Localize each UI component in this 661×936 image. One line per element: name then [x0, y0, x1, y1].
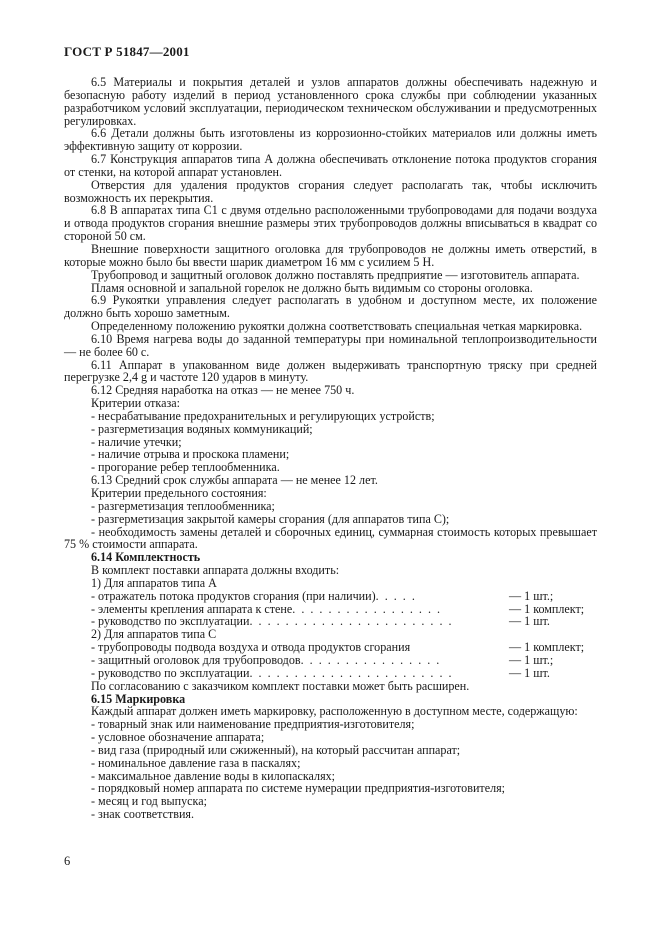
paragraph-flame: Пламя основной и запальной горелок не должно быть видимым со стороны оголовка. — [91, 280, 533, 295]
kit-intro: В комплект поставки аппарата должны входить: — [91, 563, 340, 578]
limit-state-criterion: - необходимость замены деталей и сборочных единиц, суммарная стоимость которых превышает 75 % стоимости аппарата. — [64, 524, 597, 552]
limit-state-heading: Критерии предельного состояния: — [91, 486, 267, 500]
failure-criterion: - несрабатывание предохранительных и регулирующих устройств; — [91, 408, 435, 423]
paragraph-6-8-text: 6.8 В аппаратах типа С1 с двумя отдельно расположенными трубопроводами для подачи воздуха и отвода продуктов сгорания внешние размеры этих трубопроводов должны вписываться в квадрат со стороной 50 см. — [64, 203, 597, 244]
paragraph-6-11: 6.11 Аппарат в упакованном виде должен выдерживать транспортную тряску при средней перегрузке 2,4 g и частоте 120 ударов в минуту. — [64, 357, 597, 385]
kit-type-a-heading: 1) Для аппаратов типа А — [91, 575, 217, 590]
section-6-15-heading: 6.15 Маркировка — [91, 691, 186, 706]
leader-dots — [410, 641, 509, 654]
leader-dots: . . . . . . . . . . . . . . . . — [300, 653, 441, 667]
paragraph-6-10: 6.10 Время нагрева воды до заданной температуры при номинальной теплопроизводительности — не более 60 с. — [64, 331, 597, 359]
marking-item: - порядковый номер аппарата по системе нумерации предприятия-изготовителя; — [91, 781, 506, 796]
paragraph-openings: Отверстия для удаления продуктов сгорания следует располагать так, чтобы исключить возможность их перекрытия. — [64, 177, 597, 205]
kit-item-name: - элементы крепления аппарата к стене — [91, 601, 293, 616]
paragraph-6-13: 6.13 Средний срок службы аппарата — не менее 12 лет. — [91, 473, 378, 488]
failure-criterion: - наличие отрыва и проскока пламени; — [91, 447, 290, 462]
paragraph-6-8 — [64, 204, 597, 243]
section-6-14-heading: 6.14 Комплектность — [91, 550, 201, 565]
kit-type-c-heading: 2) Для аппаратов типа С — [91, 627, 217, 642]
kit-item-qty: — 1 комплект; — [509, 640, 585, 655]
paragraph-outer-surfaces: Внешние поверхности защитного оголовка для трубопроводов не должны иметь отверстий, в которые можно было бы ввести шарик диаметром 16 мм с усилием 5 Н. — [64, 241, 597, 269]
leader-dots: . . . . . . . . . . . . . . . . . — [292, 602, 442, 616]
paragraph-6-6: 6.6 Детали должны быть изготовлены из коррозионно-стойких материалов или должны иметь эффективную защиту от коррозии. — [64, 126, 597, 154]
paragraph-marking-handle: Определенному положению рукоятки должна соответствовать специальная четкая маркировка. — [91, 319, 583, 334]
kit-item-qty: — 1 шт. — [509, 614, 550, 629]
failure-criteria-heading: Критерии отказа: — [91, 396, 180, 411]
leader-dots: . . . . . — [375, 589, 417, 603]
kit-item-name: - трубопроводы подвода воздуха и отвода продуктов сгорания — [91, 640, 411, 655]
marking-item: - знак соответствия. — [91, 807, 195, 822]
kit-item-name: - отражатель потока продуктов сгорания (при наличии) — [91, 588, 376, 603]
paragraph-pipe-supplier: Трубопровод и защитный оголовок должно поставлять предприятие — изготовитель аппарата. — [91, 267, 580, 282]
kit-type-a-list — [64, 590, 597, 629]
limit-state-criterion: - разгерметизация теплообменника; — [91, 498, 275, 513]
kit-type-c-list — [64, 641, 597, 680]
paragraph-6-12: 6.12 Средняя наработка на отказ — не менее 750 ч. — [91, 383, 355, 398]
kit-item — [64, 590, 597, 603]
marking-item: - максимальное давление воды в килопаскалях; — [91, 768, 336, 783]
marking-intro: Каждый аппарат должен иметь маркировку, расположенную в доступном месте, содержащую: — [91, 704, 578, 719]
kit-item-name: - защитный оголовок для трубопроводов — [91, 652, 301, 667]
kit-item-qty: — 1 шт.; — [509, 652, 554, 667]
kit-item — [64, 654, 597, 667]
paragraph-6-7: 6.7 Конструкция аппаратов типа А должна обеспечивать отклонение потока продуктов сгорания от стенки, на которой аппарат установлен. — [64, 152, 597, 179]
kit-item-name: - руководство по эксплуатации — [91, 665, 250, 680]
marking-item: - условное обозначение аппарата; — [91, 730, 265, 745]
kit-item-name: - руководство по эксплуатации — [91, 614, 250, 629]
document-header: ГОСТ Р 51847—2001 — [64, 44, 190, 59]
kit-item — [64, 667, 597, 680]
document-body — [64, 76, 597, 821]
marking-item: - товарный знак или наименование предприятия-изготовителя; — [91, 717, 415, 732]
leader-dots: . . . . . . . . . . . . . . . . . . . . . . . — [249, 666, 454, 680]
leader-dots: . . . . . . . . . . . . . . . . . . . . . . . — [249, 615, 454, 629]
paragraph-6-9: 6.9 Рукоятки управления следует располагать в удобном и доступном месте, их положение должно быть хорошо заметным. — [64, 293, 597, 321]
failure-criterion: - наличие утечки; — [91, 434, 182, 449]
kit-item-qty: — 1 комплект; — [509, 601, 585, 616]
kit-extension-note: По согласованию с заказчиком комплект поставки может быть расширен. — [91, 678, 470, 693]
failure-criterion: - разгерметизация водяных коммуникаций; — [91, 421, 313, 436]
kit-item-qty: — 1 шт.; — [509, 588, 554, 603]
kit-item-qty: — 1 шт. — [509, 665, 550, 680]
limit-state-criterion: - разгерметизация закрытой камеры сгорания (для аппаратов типа С); — [91, 511, 450, 526]
paragraph-6-5: 6.5 Материалы и покрытия деталей и узлов аппаратов должны обеспечивать надежную и безопасную работу изделий в период установленного срока службы при соблюдении указанных разработчиком условий эксплуатации, периодическом техническом обслуживании и предусмотренных регулировках. — [64, 75, 597, 128]
page-number: 6 — [64, 854, 71, 868]
marking-item: - вид газа (природный или сжиженный), на который рассчитан аппарат; — [91, 742, 461, 757]
marking-item: - месяц и год выпуска; — [91, 794, 207, 809]
marking-item: - номинальное давление газа в паскалях; — [91, 755, 301, 770]
failure-criterion: - прогорание ребер теплообменника. — [91, 460, 280, 475]
